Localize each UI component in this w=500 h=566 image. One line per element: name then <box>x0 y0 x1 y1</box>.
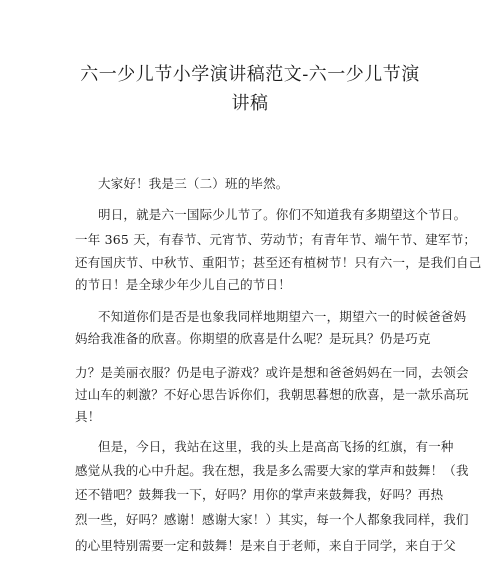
document-title-line-1: 六一少儿节小学演讲稿范文-六一少儿节演 <box>80 64 420 85</box>
paragraph-line: 的节日！是全球少年少儿自己的节日！ <box>75 277 291 292</box>
paragraph-line: 一年 365 天，有春节、元宵节、劳动节；有青年节、端午节、建军节； <box>75 232 477 247</box>
paragraph-line: 力？是美丽衣服？仍是电子游戏？或许是想和爸爸妈妈在一同，去领会 <box>75 365 469 380</box>
paragraph-line: 还不错吧？鼓舞我一下，好吗？用你的掌声来鼓舞我，好吗？再热 <box>75 487 444 502</box>
paragraph-line: 感觉从我的心中升起。我在想，我是多么需要大家的掌声和鼓舞！（我 <box>75 463 469 478</box>
paragraph-line: 过山车的刺激？不好心思告诉你们，我朝思暮想的欣喜，是一款乐高玩 <box>75 387 469 402</box>
paragraph-line: 但是，今日，我站在这里，我的头上是高高飞扬的红旗，有一种 <box>98 439 454 454</box>
paragraph-line: 妈给我准备的欣喜。你期望的欣喜是什么呢？是玩具？仍是巧克 <box>75 331 431 346</box>
paragraph-line: 的心里特别需要一定和鼓舞！是来自于老师，来自于同学，来自于父 <box>75 538 457 553</box>
paragraph-line: 大家好！我是三（二）班的毕然。 <box>98 176 289 191</box>
paragraph-line: 具！ <box>75 409 101 424</box>
paragraph-line: 不知道你们是否是也象我同样地期望六一，期望六一的时候爸爸妈 <box>98 309 467 324</box>
paragraph-line: 还有国庆节、中秋节、重阳节；甚至还有植树节！只有六一，是我们自己 <box>75 255 482 270</box>
paragraph-line: 明日，就是六一国际少儿节了。你们不知道我有多期望这个节日。 <box>98 207 467 222</box>
document-title-line-2: 讲稿 <box>231 93 269 114</box>
paragraph-line: 烈一些，好吗？感谢！感谢大家！）其实，每一个人都象我同样，我们 <box>75 512 469 527</box>
